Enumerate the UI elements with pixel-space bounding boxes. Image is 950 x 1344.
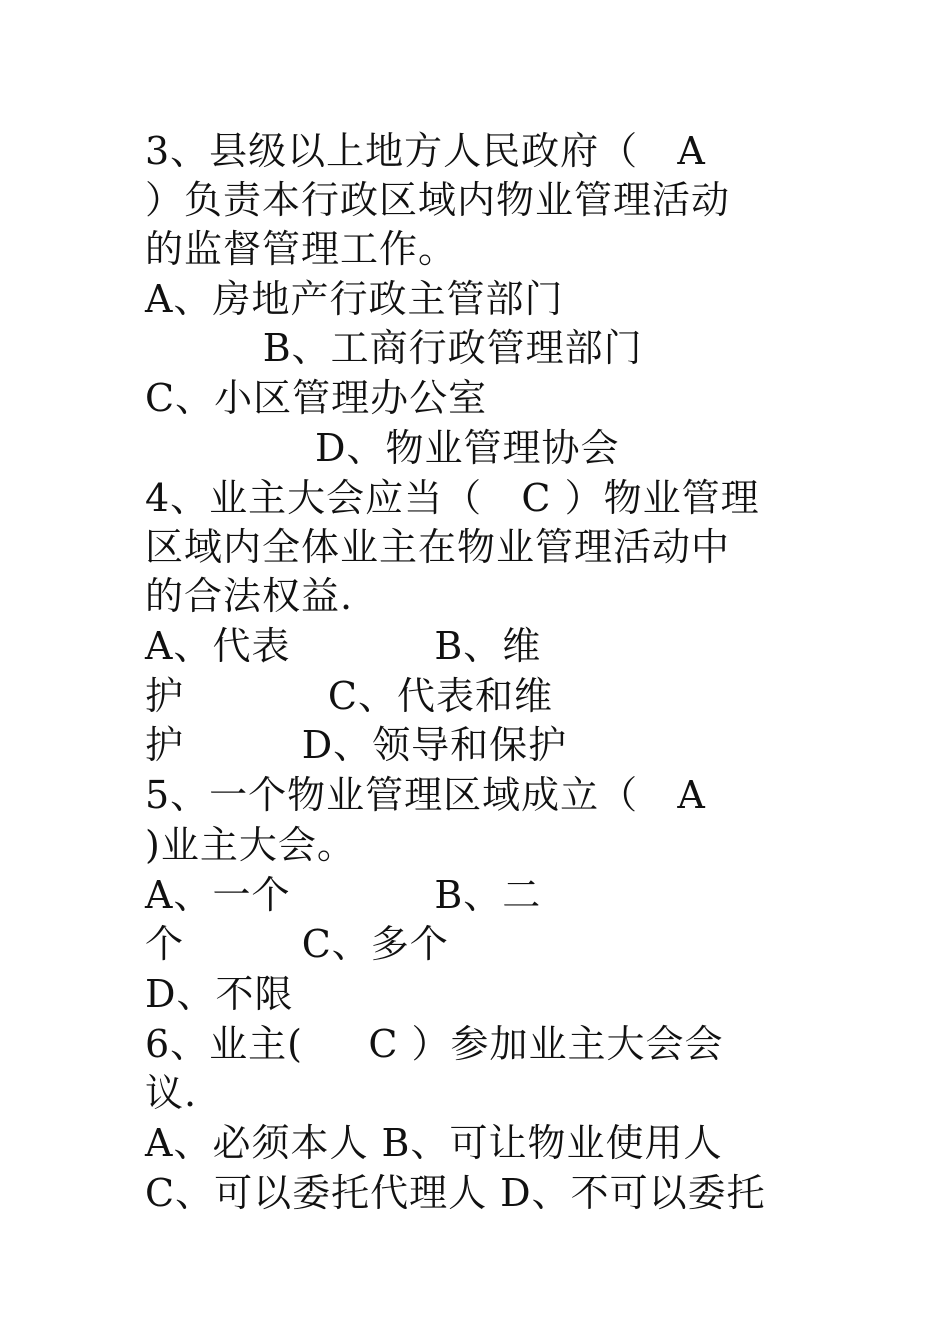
q3-line-1: 3、县级以上地方人民政府（ A (145, 129, 706, 173)
q3-option-b: B、工商行政管理部门 (145, 326, 643, 370)
q6-line-2: 议. (145, 1071, 198, 1115)
q3-option-c: C、小区管理办公室 (145, 376, 488, 420)
q5-option-d: D、不限 (145, 972, 294, 1016)
q4-options-line-1: A、代表 B、维 (145, 624, 542, 668)
q4-options-line-2: 护 C、代表和维 (145, 674, 553, 718)
q3-option-d: D、物业管理协会 (145, 426, 620, 470)
q4-line-1: 4、业主大会应当（ C ）物业管理 (145, 476, 760, 520)
q3-line-2: ）负责本行政区域内物业管理活动 (145, 178, 731, 222)
q6-line-1: 6、业主( C ）参加业主大会会 (145, 1022, 724, 1066)
q4-options-line-3: 护 D、领导和保护 (145, 723, 568, 767)
q4-line-2: 区域内全体业主在物业管理活动中 (145, 525, 731, 569)
q3-option-a: A、房地产行政主管部门 (145, 277, 564, 321)
q3-line-3: 的监督管理工作。 (145, 227, 458, 271)
q5-line-1: 5、一个物业管理区域成立（ A (145, 773, 706, 817)
q5-line-2: )业主大会。 (145, 823, 356, 867)
q4-line-3: 的合法权益. (145, 574, 354, 618)
q6-options-line-1: A、必须本人 B、可让物业使用人 (145, 1121, 723, 1165)
q6-options-line-2: C、可以委托代理人 D、不可以委托 (145, 1171, 766, 1215)
q5-options-line-1: A、一个 B、二 (145, 873, 542, 917)
q5-options-line-2: 个 C、多个 (145, 922, 449, 966)
